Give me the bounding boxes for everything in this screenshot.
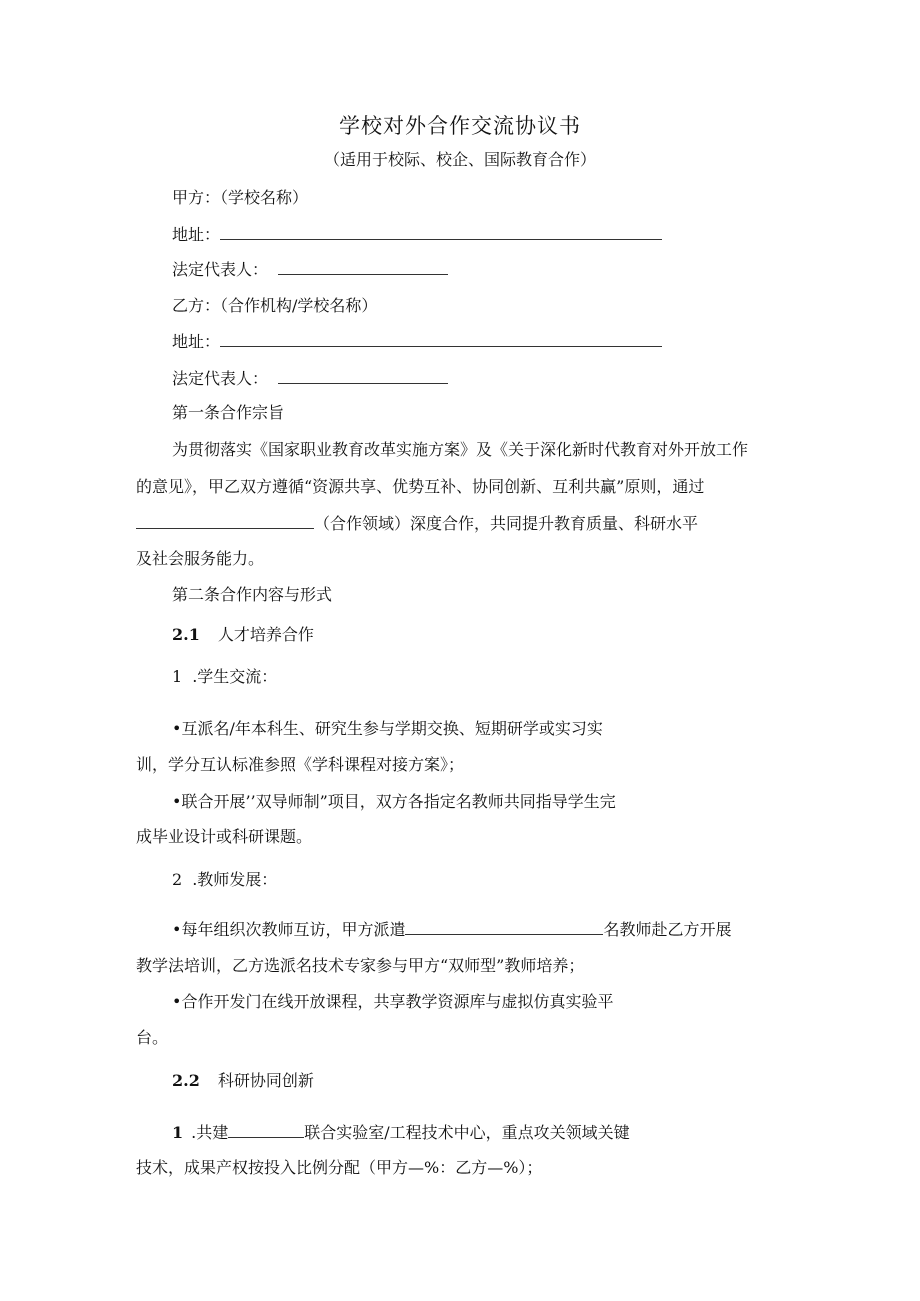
research-item-1-text-b: 联合实验室/工程技术中心，重点攻关领域关键 xyxy=(304,1123,630,1142)
party-a-rep-label: 法定代表人： xyxy=(172,260,269,279)
section-2-1-title: 人才培养合作 xyxy=(217,625,314,644)
item-2-title: .教师发展： xyxy=(192,870,278,889)
article1-line3-text: （合作领域）深度合作，共同提升教育质量、科研水平 xyxy=(314,514,699,533)
article1-line4: 及社会服务能力。 xyxy=(136,549,265,568)
research-item-1-line2: 技术，成果产权按投入比例分配（甲方—%：乙方—%）； xyxy=(136,1158,543,1177)
cooperation-field-blank[interactable] xyxy=(136,514,314,529)
bullet-4-line2: 台。 xyxy=(136,1028,169,1047)
party-a-address-label: 地址： xyxy=(172,225,221,244)
bullet-4-line1: •合作开发门在线开放课程，共享教学资源库与虚拟仿真实验平 xyxy=(172,992,614,1011)
party-a-rep-line xyxy=(172,259,448,281)
research-item-1-number: 1 xyxy=(172,1123,184,1142)
party-b-address-line xyxy=(172,331,662,353)
bullet-3-line1 xyxy=(172,919,731,941)
section-2-2-title: 科研协同创新 xyxy=(217,1071,314,1090)
party-b-address-label: 地址： xyxy=(172,332,221,351)
bullet-2-line1: •联合开展’’双导师制”项目，双方各指定名教师共同指导学生完 xyxy=(172,792,616,811)
party-a-label: 甲方： xyxy=(172,188,221,207)
section-2-2 xyxy=(172,1070,314,1092)
research-item-1-text-a: .共建 xyxy=(191,1123,229,1142)
party-b-rep-line xyxy=(172,368,448,390)
item-student-exchange xyxy=(172,666,277,688)
item-1-number: 1 xyxy=(172,667,183,686)
party-a-name: （学校名称） xyxy=(220,188,309,207)
article2-heading: 第二条合作内容与形式 xyxy=(172,585,333,604)
article1-line1: 为贯彻落实《国家职业教育改革实施方案》及《关于深化新时代教育对外开放工作 xyxy=(172,440,749,459)
lab-name-blank[interactable] xyxy=(228,1123,304,1138)
party-a-address-field[interactable] xyxy=(220,225,662,240)
teacher-count-blank[interactable] xyxy=(405,920,603,935)
bullet-2-line2: 成毕业设计或科研课题。 xyxy=(136,827,313,846)
article1-heading: 第一条合作宗旨 xyxy=(172,403,285,422)
page-subtitle: （适用于校际、校企、国际教育合作） xyxy=(323,150,596,169)
party-a-address-line xyxy=(172,224,662,246)
section-2-1-number: 2.1 xyxy=(172,625,200,644)
party-b-address-field[interactable] xyxy=(220,332,662,347)
item-1-title: .学生交流： xyxy=(192,667,278,686)
section-2-1 xyxy=(172,624,314,646)
research-item-1-line1 xyxy=(172,1122,630,1144)
page-title: 学校对外合作交流协议书 xyxy=(339,114,581,138)
party-b-label: 乙方： xyxy=(172,296,221,315)
party-a-line xyxy=(172,187,308,209)
party-b-line xyxy=(172,295,377,317)
item-teacher-development xyxy=(172,869,277,891)
item-2-number: 2 xyxy=(172,870,183,889)
party-a-rep-field[interactable] xyxy=(278,260,448,275)
bullet-3-text-b: 名教师赴乙方开展 xyxy=(603,920,732,939)
section-2-2-number: 2.2 xyxy=(172,1071,200,1090)
party-b-rep-field[interactable] xyxy=(278,369,448,384)
article1-line3 xyxy=(136,513,698,535)
bullet-1-line1: •互派名/年本科生、研究生参与学期交换、短期研学或实习实 xyxy=(172,719,603,738)
party-b-name: （合作机构/学校名称） xyxy=(220,296,378,315)
bullet-1-line2: 训，学分互认标准参照《学科课程对接方案》； xyxy=(136,755,465,774)
bullet-3-text-a: •每年组织次教师互访，甲方派遣 xyxy=(172,920,406,939)
bullet-3-line2: 教学法培训，乙方选派名技术专家参与甲方“双师型”教师培养； xyxy=(136,956,585,975)
article1-line2: 的意见》，甲乙双方遵循“资源共享、优势互补、协同创新、互利共赢”原则，通过 xyxy=(136,477,705,496)
party-b-rep-label: 法定代表人： xyxy=(172,369,269,388)
